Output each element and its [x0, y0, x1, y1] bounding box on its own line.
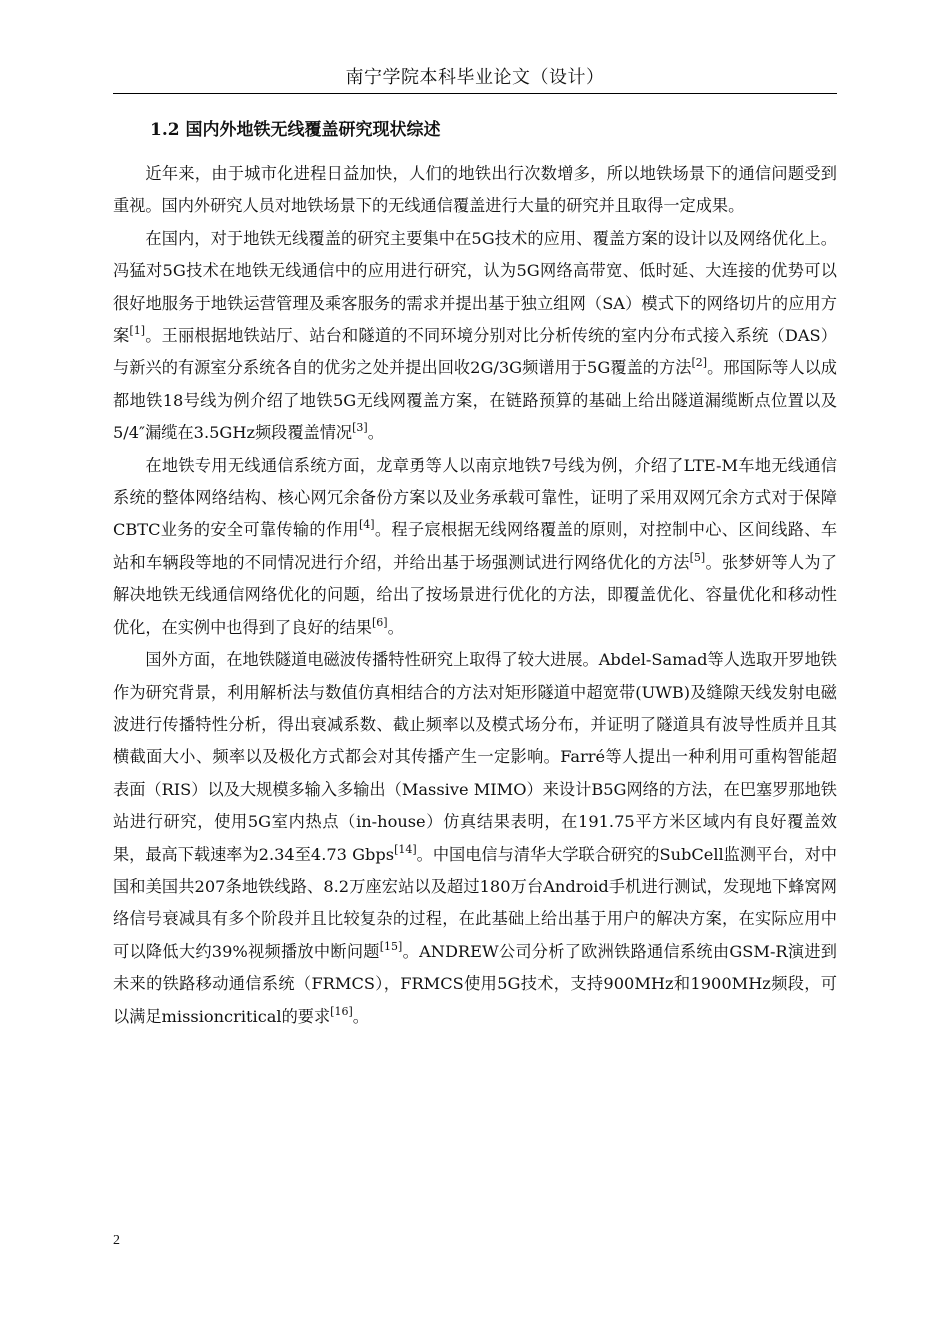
citation-ref: [3] [352, 421, 368, 435]
running-header: 南宁学院本科毕业论文（设计） [345, 67, 605, 88]
page-number: 2 [113, 1233, 120, 1248]
paragraph-text: 。中国电信与清华大学联合研究的SubCell监测平台，对中国和美国共207条地铁线路、8.2万座宏站以及超过180万台Android手机进行测试，发现地下蜂窝网络信号衰减具有多个阶段并且比较复杂的过程，在此基础上给出基于用户的解决方案，在实际应用中可以降低大约39%视频播放中断问题 [113, 844, 837, 961]
paragraph-text: 。王丽根据地铁站厅、站台和隧道的不同环境分别对比分析传统的室内分布式接入系统（DAS）与新兴的有源室分系统各自的优劣之处并提出回收2G/3G频谱用于5G覆盖的方法 [113, 326, 837, 378]
paragraph-text: 。 [367, 423, 384, 443]
citation-ref: [5] [689, 550, 706, 564]
paragraph-text: 。 [352, 1006, 369, 1026]
citation-ref: [15] [379, 939, 403, 953]
section-heading: 1.2 国内外地铁无线覆盖研究现状综述 [150, 120, 441, 140]
body-text [113, 158, 837, 1033]
paragraph-text: 。ANDREW公司分析了欧洲铁路通信系统由GSM-R演进到未来的铁路移动通信系统（FRMCS），FRMCS使用5G技术，支持900MHz和1900MHz频段，可以满足missioncritical的要求 [113, 941, 837, 1026]
paragraph-text: 。张梦妍等人为了解决地铁无线通信网络优化的问题，给出了按场景进行优化的方法，即覆盖优化、容量优化和移动性优化，在实例中也得到了良好的结果 [113, 552, 837, 637]
paragraph-dedicated-system [113, 450, 837, 644]
paragraph-text: 在国内，对于地铁无线覆盖的研究主要集中在5G技术的应用、覆盖方案的设计以及网络优化上。冯猛对5G技术在地铁无线通信中的应用进行研究，认为5G网络高带宽、低时延、大连接的优势可以很好地服务于地铁运营管理及乘客服务的需求并提出基于独立组网（SA）模式下的网络切片的应用方案 [113, 228, 837, 346]
paragraph-text: 在地铁专用无线通信系统方面，龙章勇等人以南京地铁7号线为例，介绍了LTE-M车地无线通信系统的整体网络结构、核心网冗余备份方案以及业务承载可靠性，证明了采用双网冗余方式对于保障CBTC业务的安全可靠传输的作用 [113, 455, 837, 540]
paragraph-domestic [113, 223, 837, 450]
paragraph-text: 国外方面，在地铁隧道电磁波传播特性研究上取得了较大进展。Abdel-Samad等人选取开罗地铁作为研究背景，利用解析法与数值仿真相结合的方法对矩形隧道中超宽带(UWB)及缝隙天线发射电磁波进行传播特性分析，得出衰减系数、截止频率以及模式场分布，并证明了隧道具有波导性质并且其横截面大小、频率以及极化方式都会对其传播产生一定影响。Farré等人提出一种利用可重构智能超表面（RIS）以及大规模多输入多输出（Massive MIMO）来设计B5G网络的方法，在巴塞罗那地铁站进行研究，使用5G室内热点（in-house）仿真结果表明，在191.75平方米区域内有良好覆盖效果，最高下载速率为2.34至4.73 Gbps [113, 650, 837, 864]
paragraph-international [113, 644, 837, 1033]
paragraph-text: 近年来，由于城市化进程日益加快，人们的地铁出行次数增多，所以地铁场景下的通信问题受到重视。国内外研究人员对地铁场景下的无线通信覆盖进行大量的研究并且取得一定成果。 [113, 164, 837, 216]
paragraph-intro [113, 158, 837, 223]
citation-ref: [14] [394, 842, 417, 856]
citation-ref: [4] [358, 518, 375, 532]
citation-ref: [2] [691, 356, 708, 370]
citation-ref: [16] [330, 1004, 353, 1018]
header-rule [113, 93, 837, 94]
paragraph-text: 。 [387, 617, 404, 637]
citation-ref: [6] [372, 615, 388, 629]
paragraph-text: 。程子宸根据无线网络覆盖的原则，对控制中心、区间线路、车站和车辆段等地的不同情况进行介绍，并给出基于场强测试进行网络优化的方法 [113, 520, 838, 572]
citation-ref: [1] [129, 324, 145, 338]
paragraph-text: 。邢国际等人以成都地铁18号线为例介绍了地铁5G无线网覆盖方案，在链路预算的基础上给出隧道漏缆断点位置以及5/4″漏缆在3.5GHz频段覆盖情况 [113, 358, 837, 443]
